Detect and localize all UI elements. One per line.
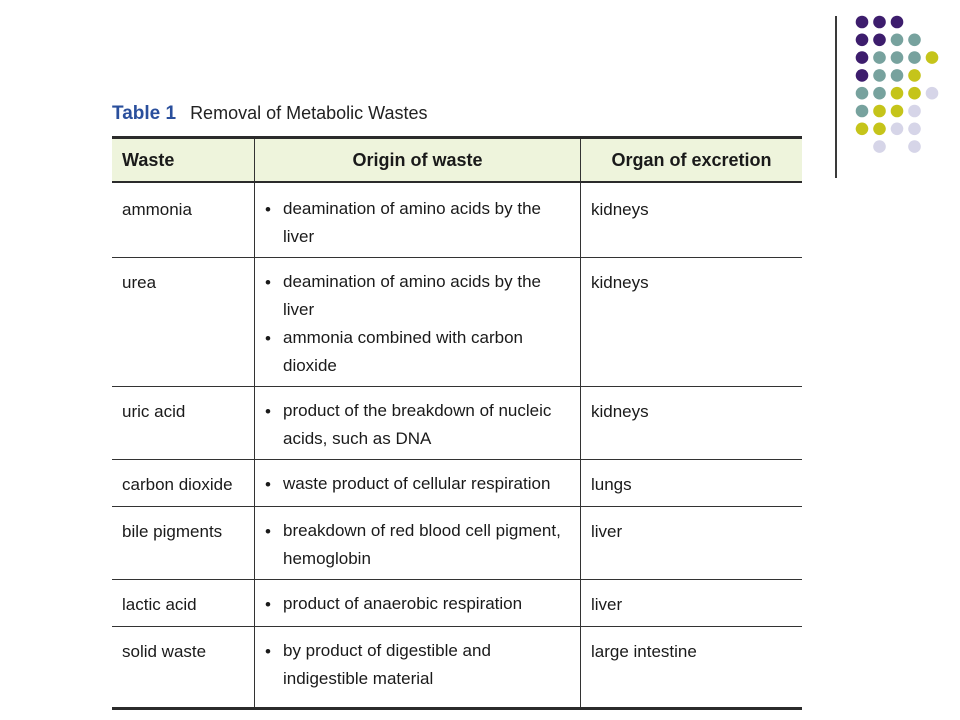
origin-cell [255, 258, 581, 387]
decorative-dot [873, 69, 886, 82]
decorative-dot [908, 87, 921, 100]
organ-cell: liver [581, 580, 803, 627]
bullet-icon: • [265, 329, 271, 348]
waste-cell: uric acid [112, 387, 255, 460]
origin-text: deamination of amino acids by the liver [283, 272, 541, 319]
origin-bullet-item [265, 324, 570, 380]
origin-bullet-item [265, 195, 570, 251]
decorative-dot [873, 51, 886, 64]
origin-text: deamination of amino acids by the liver [283, 199, 541, 246]
origin-text: waste product of cellular respiration [283, 474, 551, 493]
table-title: Removal of Metabolic Wastes [190, 103, 428, 123]
header-origin: Origin of waste [255, 138, 581, 183]
decorative-dot [908, 51, 921, 64]
organ-cell: kidneys [581, 182, 803, 258]
decorative-dot [856, 105, 869, 118]
decorative-dot [926, 87, 939, 100]
decorative-dot [891, 34, 904, 47]
metabolic-wastes-table [112, 136, 802, 710]
decorative-dot [908, 105, 921, 118]
table-row [112, 627, 802, 709]
table-caption [112, 103, 427, 125]
waste-cell: carbon dioxide [112, 460, 255, 507]
decorative-dot [908, 123, 921, 136]
decorative-dot [891, 105, 904, 118]
decorative-dot [908, 69, 921, 82]
decorative-dot [891, 69, 904, 82]
origin-bullet-item [265, 470, 570, 500]
organ-cell: lungs [581, 460, 803, 507]
decorative-dot [891, 51, 904, 64]
organ-cell: large intestine [581, 627, 803, 709]
decorative-dot [856, 16, 869, 29]
origin-cell [255, 460, 581, 507]
decorative-dot [926, 51, 939, 64]
bullet-icon: • [265, 273, 271, 292]
decorative-dot [891, 123, 904, 136]
table-row [112, 182, 802, 258]
origin-cell [255, 627, 581, 709]
bullet-icon: • [265, 595, 271, 614]
decorative-dot [873, 105, 886, 118]
decorative-vertical-line [835, 16, 837, 178]
origin-bullet-item [265, 397, 570, 453]
origin-bullet-item [265, 517, 570, 573]
decorative-dot [891, 87, 904, 100]
origin-bullet-item [265, 637, 570, 693]
origin-text: ammonia combined with carbon dioxide [283, 328, 524, 375]
decorative-dot [873, 16, 886, 29]
waste-cell: urea [112, 258, 255, 387]
table-row [112, 258, 802, 387]
header-organ: Organ of excretion [581, 138, 803, 183]
origin-text: product of anaerobic respiration [283, 594, 523, 613]
waste-cell: solid waste [112, 627, 255, 709]
waste-cell: ammonia [112, 182, 255, 258]
decorative-dot [873, 34, 886, 47]
bullet-icon: • [265, 402, 271, 421]
origin-bullet-item [265, 268, 570, 324]
table-number: Table 1 [112, 103, 177, 124]
decorative-dot [856, 51, 869, 64]
origin-text: product of the breakdown of nucleic acids, such as DNA [283, 401, 552, 448]
origin-cell [255, 580, 581, 627]
table-header-row [112, 138, 802, 183]
organ-cell: kidneys [581, 258, 803, 387]
table-row [112, 460, 802, 507]
organ-cell: liver [581, 507, 803, 580]
table-row [112, 507, 802, 580]
decorative-dot [873, 123, 886, 136]
decorative-dot [856, 34, 869, 47]
bullet-icon: • [265, 642, 271, 661]
decorative-dot [856, 87, 869, 100]
origin-cell [255, 182, 581, 258]
origin-text: by product of digestible and indigestible material [283, 641, 491, 688]
bullet-icon: • [265, 522, 271, 541]
decorative-dot [856, 123, 869, 136]
organ-cell: kidneys [581, 387, 803, 460]
decorative-dot [908, 34, 921, 47]
table-row [112, 387, 802, 460]
origin-bullet-item [265, 590, 570, 620]
decorative-dot [891, 16, 904, 29]
decorative-dot [873, 140, 886, 153]
decorative-dot [908, 140, 921, 153]
table-row [112, 580, 802, 627]
waste-cell: bile pigments [112, 507, 255, 580]
origin-cell [255, 387, 581, 460]
bullet-icon: • [265, 200, 271, 219]
waste-cell: lactic acid [112, 580, 255, 627]
origin-cell [255, 507, 581, 580]
origin-text: breakdown of red blood cell pigment, hemoglobin [283, 521, 561, 568]
decorative-dot [873, 87, 886, 100]
bullet-icon: • [265, 475, 271, 494]
decorative-dot [856, 69, 869, 82]
header-waste: Waste [112, 138, 255, 183]
